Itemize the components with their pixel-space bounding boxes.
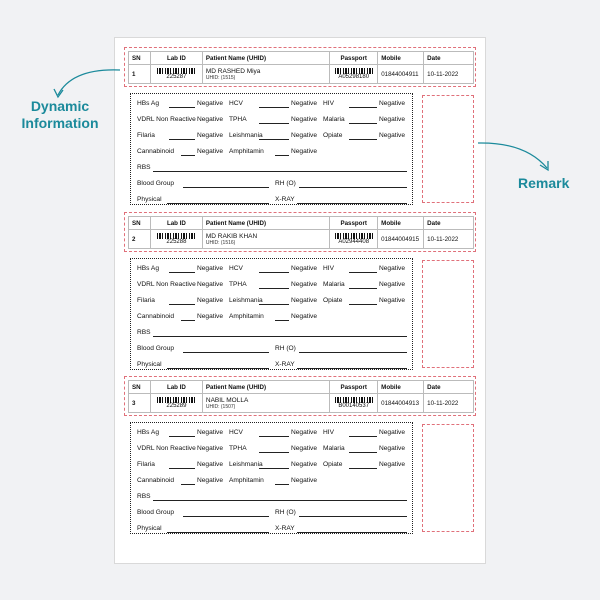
test-label: Filaria <box>137 132 155 139</box>
result-value: Negative <box>291 116 318 123</box>
col-mobile: Mobile <box>378 217 424 230</box>
result-value: Negative <box>291 265 318 272</box>
lab-id-cell <box>150 230 202 249</box>
test-label: HBs Ag <box>137 265 159 272</box>
table-header-row <box>129 217 474 230</box>
result-value: Negative <box>197 445 224 452</box>
col-lab-id: Lab ID <box>150 52 202 65</box>
test-row <box>137 329 407 339</box>
result-line <box>297 532 407 533</box>
test-label: Malaria <box>323 281 345 288</box>
test-label: HCV <box>229 265 243 272</box>
result-line <box>259 452 289 453</box>
result-value: Negative <box>379 100 406 107</box>
test-label: Amphitamin <box>229 477 264 484</box>
result-value: Negative <box>291 429 318 436</box>
test-results-box <box>130 258 413 370</box>
passport-cell <box>330 394 378 413</box>
test-label: Cannabinoid <box>137 477 175 484</box>
test-label: Leishmania <box>229 132 263 139</box>
result-line <box>299 187 407 188</box>
mobile-value: 01844004913 <box>378 394 424 413</box>
result-line <box>181 155 195 156</box>
result-line <box>169 436 195 437</box>
result-line <box>297 203 407 204</box>
col-sn: SN <box>129 52 151 65</box>
patient-name: MD RASHED Miya <box>205 67 261 75</box>
test-label: RH (O) <box>275 180 296 187</box>
col-date: Date <box>424 381 474 394</box>
test-label: RBS <box>137 329 151 336</box>
result-value: Negative <box>197 281 224 288</box>
test-label: TPHA <box>229 281 247 288</box>
patient-uhid: UHID: (1515) <box>205 74 236 81</box>
col-patient: Patient Name (UHID) <box>202 52 329 65</box>
patient-cell <box>202 394 329 413</box>
dynamic-info-box <box>124 376 476 416</box>
result-line <box>183 516 269 517</box>
remark-box[interactable] <box>422 424 474 532</box>
result-line <box>349 452 377 453</box>
result-value: Negative <box>197 100 224 107</box>
patient-info-table <box>128 380 474 413</box>
result-value: Negative <box>379 132 406 139</box>
result-line <box>153 336 407 337</box>
patient-cell <box>202 65 329 84</box>
test-results-box <box>130 422 413 534</box>
patient-uhid: UHID: (1516) <box>205 239 236 246</box>
result-value: Negative <box>379 429 406 436</box>
patient-record <box>124 47 476 209</box>
test-label: Malaria <box>323 116 345 123</box>
test-label: Physical <box>137 525 162 532</box>
test-label: HBs Ag <box>137 100 159 107</box>
test-label: X-RAY <box>275 361 295 368</box>
result-line <box>167 532 269 533</box>
result-value: Negative <box>291 281 318 288</box>
test-label: HBs Ag <box>137 429 159 436</box>
remark-box[interactable] <box>422 95 474 203</box>
patient-name: MD RAKIB KHAN <box>205 232 258 240</box>
result-value: Negative <box>197 477 224 484</box>
table-row <box>129 230 474 249</box>
result-line <box>259 304 289 305</box>
result-line <box>349 107 377 108</box>
remark-box[interactable] <box>422 260 474 368</box>
result-line <box>259 107 289 108</box>
result-line <box>167 368 269 369</box>
result-line <box>181 320 195 321</box>
col-patient: Patient Name (UHID) <box>202 381 329 394</box>
col-passport: Passport <box>330 52 378 65</box>
test-label: RH (O) <box>275 345 296 352</box>
table-row <box>129 65 474 84</box>
test-label: HIV <box>323 265 334 272</box>
test-label: Cannabinoid <box>137 313 175 320</box>
result-value: Negative <box>291 132 318 139</box>
col-date: Date <box>424 52 474 65</box>
patient-info-table <box>128 216 474 249</box>
result-line <box>349 123 377 124</box>
result-line <box>299 352 407 353</box>
result-line <box>259 272 289 273</box>
test-label: Filaria <box>137 461 155 468</box>
result-line <box>169 304 195 305</box>
lab-id-cell <box>150 65 202 84</box>
result-value: Negative <box>197 116 224 123</box>
passport-cell <box>330 230 378 249</box>
result-line <box>169 139 195 140</box>
result-line <box>153 500 407 501</box>
result-line <box>259 468 289 469</box>
test-row <box>137 164 407 174</box>
col-lab-id: Lab ID <box>150 217 202 230</box>
result-line <box>349 468 377 469</box>
result-value: Negative <box>379 116 406 123</box>
result-value: Negative <box>197 297 224 304</box>
result-line <box>167 203 269 204</box>
col-mobile: Mobile <box>378 52 424 65</box>
lab-id-cell <box>150 394 202 413</box>
test-label: TPHA <box>229 116 247 123</box>
col-passport: Passport <box>330 217 378 230</box>
result-line <box>349 304 377 305</box>
test-label: Leishmania <box>229 297 263 304</box>
dynamic-info-box <box>124 212 476 252</box>
test-label: RBS <box>137 164 151 171</box>
test-label: HIV <box>323 100 334 107</box>
passport-value: B00140537 <box>338 402 370 409</box>
result-line <box>259 288 289 289</box>
patient-name: NABIL MOLLA <box>205 396 249 404</box>
result-line <box>259 139 289 140</box>
test-label: X-RAY <box>275 525 295 532</box>
col-patient: Patient Name (UHID) <box>202 217 329 230</box>
test-label: VDRL Non Reactive <box>137 445 196 452</box>
test-label: Opiate <box>323 461 343 468</box>
result-line <box>183 187 269 188</box>
col-sn: SN <box>129 381 151 394</box>
test-label: Leishmania <box>229 461 263 468</box>
result-value: Negative <box>197 148 224 155</box>
result-line <box>169 468 195 469</box>
result-line <box>299 516 407 517</box>
result-line <box>169 107 195 108</box>
dynamic-info-box <box>124 47 476 87</box>
lab-id-value: 225289 <box>166 402 187 409</box>
result-line <box>183 352 269 353</box>
result-line <box>181 484 195 485</box>
result-value: Negative <box>197 429 224 436</box>
test-label: Blood Group <box>137 509 175 516</box>
result-line <box>349 436 377 437</box>
patient-record <box>124 212 476 374</box>
col-sn: SN <box>129 217 151 230</box>
test-label: X-RAY <box>275 196 295 203</box>
col-passport: Passport <box>330 381 378 394</box>
table-row <box>129 394 474 413</box>
result-value: Negative <box>291 477 318 484</box>
test-label: RBS <box>137 493 151 500</box>
result-line <box>275 320 289 321</box>
test-label: Amphitamin <box>229 148 264 155</box>
test-label: HCV <box>229 100 243 107</box>
lab-id-value: 225288 <box>166 238 187 245</box>
test-label: Cannabinoid <box>137 148 175 155</box>
result-line <box>275 484 289 485</box>
result-value: Negative <box>291 148 318 155</box>
patient-uhid: UHID: (1507) <box>205 403 236 410</box>
date-value: 10-11-2022 <box>424 394 474 413</box>
result-value: Negative <box>197 132 224 139</box>
patient-record <box>124 376 476 538</box>
patient-info-table <box>128 51 474 84</box>
test-label: Blood Group <box>137 345 175 352</box>
passport-cell <box>330 65 378 84</box>
col-mobile: Mobile <box>378 381 424 394</box>
passport-value: A02944408 <box>338 238 370 245</box>
result-value: Negative <box>291 461 318 468</box>
result-value: Negative <box>291 297 318 304</box>
test-label: HIV <box>323 429 334 436</box>
test-row <box>137 493 407 503</box>
test-label: Filaria <box>137 297 155 304</box>
table-header-row <box>129 52 474 65</box>
result-line <box>169 272 195 273</box>
col-lab-id: Lab ID <box>150 381 202 394</box>
table-header-row <box>129 381 474 394</box>
test-label: Amphitamin <box>229 313 264 320</box>
result-line <box>297 368 407 369</box>
patient-cell <box>202 230 329 249</box>
dynamic-information-callout: Dynamic Information <box>21 98 99 131</box>
result-value: Negative <box>197 461 224 468</box>
result-value: Negative <box>197 313 224 320</box>
result-value: Negative <box>379 461 406 468</box>
mobile-value: 01844004915 <box>378 230 424 249</box>
result-line <box>275 155 289 156</box>
test-label: TPHA <box>229 445 247 452</box>
sn-value: 1 <box>129 65 151 84</box>
result-line <box>349 139 377 140</box>
mobile-value: 01844004911 <box>378 65 424 84</box>
result-value: Negative <box>291 445 318 452</box>
sn-value: 3 <box>129 394 151 413</box>
result-value: Negative <box>379 265 406 272</box>
passport-value: A05298180 <box>338 73 370 80</box>
result-line <box>259 436 289 437</box>
result-value: Negative <box>379 445 406 452</box>
col-date: Date <box>424 217 474 230</box>
date-value: 10-11-2022 <box>424 230 474 249</box>
test-label: Opiate <box>323 297 343 304</box>
result-line <box>349 288 377 289</box>
result-value: Negative <box>379 297 406 304</box>
test-label: Opiate <box>323 132 343 139</box>
result-line <box>153 171 407 172</box>
test-label: Blood Group <box>137 180 175 187</box>
remark-callout: Remark <box>518 175 570 191</box>
result-value: Negative <box>379 281 406 288</box>
test-label: HCV <box>229 429 243 436</box>
test-label: VDRL Non Reactive <box>137 281 196 288</box>
lab-id-value: 225287 <box>166 73 187 80</box>
test-label: Malaria <box>323 445 345 452</box>
test-label: Physical <box>137 361 162 368</box>
date-value: 10-11-2022 <box>424 65 474 84</box>
sn-value: 2 <box>129 230 151 249</box>
result-value: Negative <box>291 100 318 107</box>
test-label: VDRL Non Reactive <box>137 116 196 123</box>
result-line <box>349 272 377 273</box>
result-value: Negative <box>197 265 224 272</box>
test-label: RH (O) <box>275 509 296 516</box>
result-value: Negative <box>291 313 318 320</box>
test-label: Physical <box>137 196 162 203</box>
test-results-box <box>130 93 413 205</box>
result-line <box>259 123 289 124</box>
